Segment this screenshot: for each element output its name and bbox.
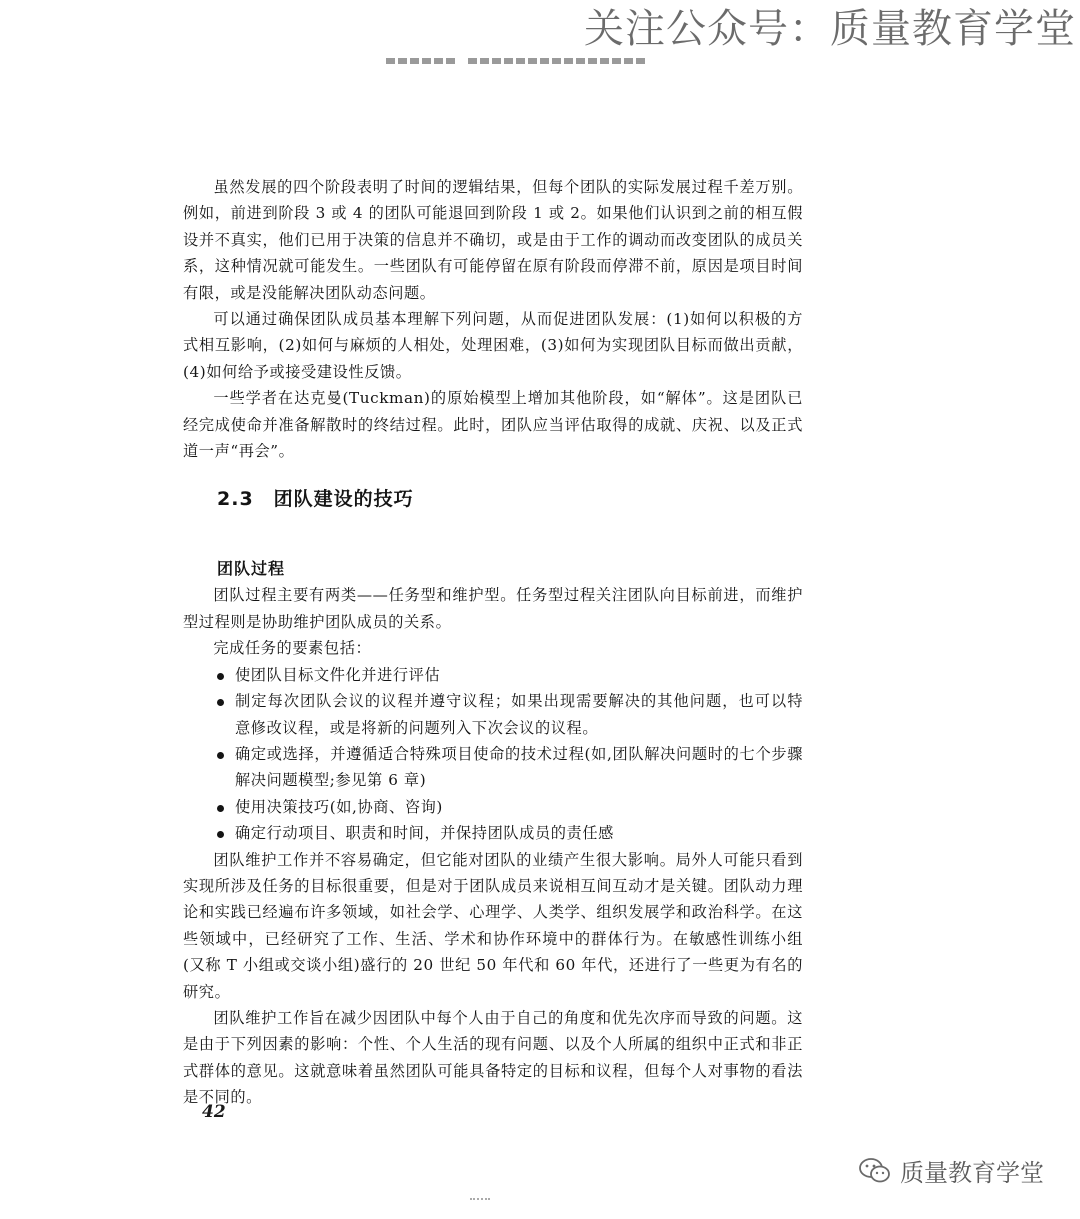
section-number: 2.3 [217, 488, 254, 511]
bullet-icon [217, 752, 224, 759]
bullet-icon [217, 673, 224, 680]
top-watermark: 关注公众号：质量教育学堂 [584, 6, 1076, 52]
footer-mark [470, 1198, 490, 1203]
paragraph-maintenance-1: 团队维护工作并不容易确定，但它能对团队的业绩产生很大影响。局外人可能只看到实现所涉及任务的目标很重要，但是对于团队成员来说相互间互动才是关键。团队动力理论和实践已经遍布许多领域，如社会学、心理学、人类学、组织发展学和政治科学。在这些领域中，已经研究了工作、生活、学术和协作环境中的群体行为。在敏感性训练小组(又称 T 小组或交谈小组)盛行的 20 世纪 50 年代和 60 年代，还进行了一些更为有名的研究。 [183, 850, 803, 1001]
bullet-icon [217, 831, 224, 838]
section-heading [217, 484, 803, 514]
list-item: 使团队目标文件化并进行评估 [217, 662, 803, 688]
bottom-watermark [858, 1153, 1044, 1188]
wechat-icon [858, 1157, 892, 1185]
subsection-title: 团队过程 [217, 559, 286, 579]
page-number: 42 [202, 1102, 226, 1122]
header-remnant-right [468, 58, 645, 66]
list-item: 确定行动项目、职责和时间，并保持团队成员的责任感 [217, 820, 803, 846]
bullet-icon [217, 805, 224, 812]
body-text [183, 174, 803, 1111]
header-remnant-left [386, 58, 455, 66]
subsection-intro: 团队过程主要有两类——任务型和维护型。任务型过程关注团队向目标前进，而维护型过程则是协助维护团队成员的关系。 [183, 586, 803, 631]
bottom-watermark-text: 质量教育学堂 [900, 1159, 1044, 1187]
paragraph-maintenance-2: 团队维护工作旨在减少因团队中每个人由于自己的角度和优先次序而导致的问题。这是由于下列因素的影响：个性、个人生活的现有问题、以及个人所属的组织中正式和非正式群体的意见。这就意味着虽然团队可能具备特定的目标和议程，但每个人对事物的看法是不同的。 [183, 1008, 803, 1107]
section-title: 团队建设的技巧 [273, 488, 414, 511]
paragraph-intro-1: 虽然发展的四个阶段表明了时间的逻辑结果，但每个团队的实际发展过程千差万别。例如，前进到阶段 3 或 4 的团队可能退回到阶段 1 或 2。如果他们认识到之前的相互假设并不真实，他们已用于决策的信息并不确切，或是由于工作的调动而改变团队的成员关系，这种情况就可能发生。一些团队有可能停留在原有阶段而停滞不前，原因是项目时间有限，或是没能解决团队动态问题。 [183, 178, 803, 302]
list-intro: 完成任务的要素包括： [213, 639, 372, 658]
task-elements-list [183, 662, 803, 847]
paragraph-intro-2: 可以通过确保团队成员基本理解下列问题，从而促进团队发展：(1)如何以积极的方式相互影响，(2)如何与麻烦的人相处，处理困难，(3)如何为实现团队目标而做出贡献，(4)如何给予或接受建设性反馈。 [183, 310, 803, 381]
list-item: 确定或选择，并遵循适合特殊项目使命的技术过程(如,团队解决问题时的七个步骤解决问题模型;参见第 6 章) [217, 741, 803, 794]
list-item: 制定每次团队会议的议程并遵守议程；如果出现需要解决的其他问题，也可以特意修改议程，或是将新的问题列入下次会议的议程。 [217, 688, 803, 741]
paragraph-intro-3: 一些学者在达克曼(Tuckman)的原始模型上增加其他阶段，如“解体”。这是团队已经完成使命并准备解散时的终结过程。此时，团队应当评估取得的成就、庆祝、以及正式道一声“再会”。 [183, 389, 803, 461]
bullet-icon [217, 699, 224, 706]
list-item: 使用决策技巧(如,协商、咨询) [217, 794, 803, 820]
